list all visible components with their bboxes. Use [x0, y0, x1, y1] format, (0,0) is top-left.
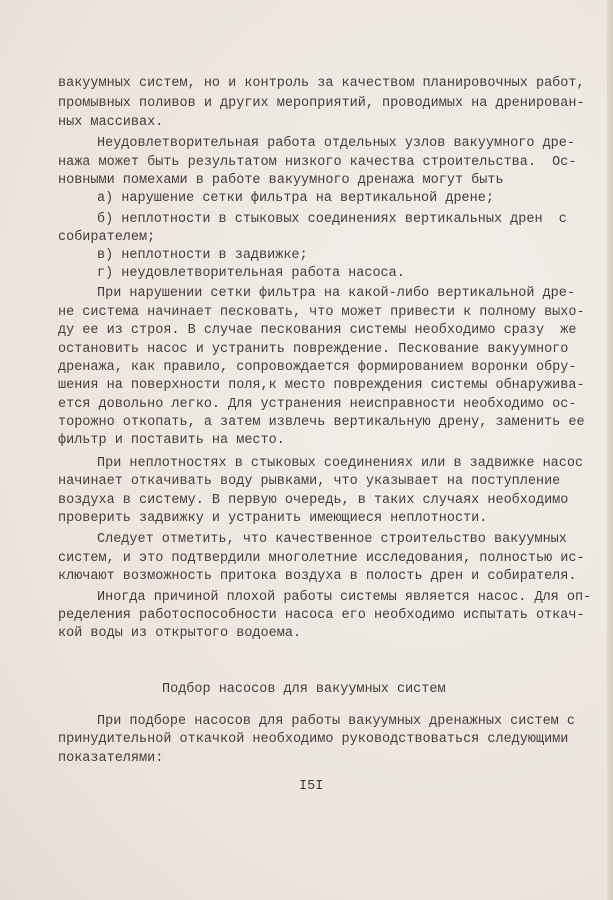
text-line: шения на поверхности поля,к место повреждения системы обнаружива-	[58, 378, 585, 393]
text-line: собирателем;	[58, 230, 156, 245]
text-line: фильтр и поставить на место.	[58, 433, 285, 448]
text-line: кой воды из открытого водоема.	[58, 626, 302, 641]
text-line: дренажа, как правило, сопровождается формированием воронки обру-	[58, 360, 577, 375]
text-line: остановить насос и устранить повреждение. Пескование вакуумного	[58, 342, 569, 357]
text-line: не система начинает песковать, что может привести к полному выхо-	[58, 305, 585, 320]
text-line: При неплотностях в стыковых соединениях или в задвижке насос	[97, 456, 584, 471]
text-line: Следует отметить, что качественное строительство вакуумных	[97, 532, 567, 547]
text-line: Иногда причиной плохой работы системы является насос. Для оп-	[97, 590, 592, 605]
text-line: принудительной откачкой необходимо руководствоваться следующими	[58, 732, 569, 747]
text-line: проверить задвижку и устранить имеющиеся неплотности.	[58, 511, 488, 526]
list-item: в) неплотности в задвижке;	[97, 248, 308, 263]
page-edge	[607, 0, 613, 900]
section-heading: Подбор насосов для вакуумных систем	[162, 682, 446, 697]
text-line: промывных поливов и других мероприятий, проводимых на дренирован-	[58, 96, 585, 111]
text-line: При нарушении сетки фильтра на какой-либо вертикальной дре-	[97, 286, 575, 301]
text-line: ду ее из строя. В случае пескования системы необходимо сразу же	[58, 323, 577, 338]
text-line: ределения работоспособности насоса его необходимо испытать откач-	[58, 608, 585, 623]
list-item: а) нарушение сетки фильтра на вертикальной дрене;	[97, 191, 494, 206]
text-line: Неудовлетворительная работа отдельных узлов вакуумного дре-	[97, 136, 575, 151]
text-line: воздуха в систему. В первую очередь, в таких случаях необходимо	[58, 493, 569, 508]
text-line: систем, и это подтвердили многолетние исследования, полностью ис-	[58, 551, 585, 566]
text-line: ется довольно легко. Для устранения неисправности необходимо ос-	[58, 397, 577, 412]
text-line: ключают возможность притока воздуха в полость дрен и собирателя.	[58, 569, 577, 584]
text-line: торожно откопать, а затем извлечь вертикальную дрену, заменить ее	[58, 415, 585, 430]
list-item: г) неудовлетворительная работа насоса.	[97, 266, 405, 281]
text-line: новными помехами в работе вакуумного дренажа могут быть	[58, 173, 504, 188]
list-item: б) неплотности в стыковых соединениях вертикальных дрен с	[97, 212, 567, 227]
text-line: ных массивах.	[58, 115, 164, 130]
text-line: вакуумных систем, но и контроль за качеством планировочных работ,	[58, 76, 585, 91]
text-line: нажа может быть результатом низкого качества строительства. Ос-	[58, 155, 577, 170]
text-line: показателями:	[58, 751, 164, 766]
page-number: I5I	[299, 779, 324, 794]
text-line: При подборе насосов для работы вакуумных дренажных систем с	[97, 714, 575, 729]
text-line: начинает откачивать воду рывками, что указывает на поступление	[58, 474, 561, 489]
